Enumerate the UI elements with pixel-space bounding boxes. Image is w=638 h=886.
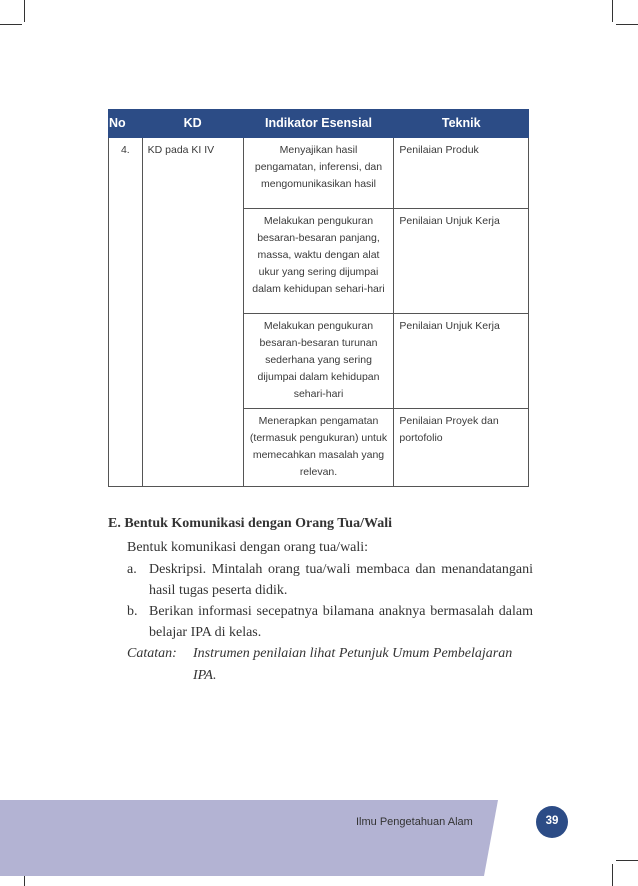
note-label: Catatan:: [127, 646, 177, 661]
header-teknik: Teknik: [394, 110, 529, 138]
footer-book-title: Ilmu Pengetahuan Alam: [356, 816, 473, 828]
teknik-cell: Penilaian Produk: [394, 138, 529, 209]
indikator-cell: Melakukan pengukuran besaran-besaran turunan sederhana yang sering dijumpai dalam kehidupan sehari-hari: [243, 314, 394, 409]
header-kd: KD: [142, 110, 243, 138]
list-item-text: Deskripsi. Mintalah orang tua/wali membaca dan menandatangani hasil tugas peserta didik.: [149, 562, 533, 598]
indikator-cell: Menerapkan pengamatan (termasuk pengukuran) untuk memecahkan masalah yang relevan.: [243, 409, 394, 487]
teknik-cell: Penilaian Unjuk Kerja: [394, 314, 529, 409]
table-row: [109, 138, 529, 209]
list-item-label: a.: [127, 562, 137, 577]
kd-cell: KD pada KI IV: [142, 138, 243, 487]
indikator-cell: Melakukan pengukuran besaran-besaran panjang, massa, waktu dengan alat ukur yang sering dijumpai dalam kehidupan sehari-hari: [243, 209, 394, 314]
list-item-text: Berikan informasi secepatnya bilamana anaknya bermasalah dalam belajar IPA di kelas.: [149, 604, 533, 640]
list-item: [127, 601, 533, 643]
crop-mark: [0, 24, 22, 25]
row-number: 4.: [109, 138, 143, 487]
header-indikator: Indikator Esensial: [243, 110, 394, 138]
note-text: Instrumen penilaian lihat Petunjuk Umum Pembelajaran IPA.: [193, 646, 513, 683]
assessment-table: [108, 109, 529, 487]
table-header-row: [109, 110, 529, 138]
list-item-label: b.: [127, 604, 138, 619]
note: [127, 643, 533, 687]
indikator-cell: Menyajikan hasil pengamatan, inferensi, dan mengomunikasikan hasil: [243, 138, 394, 209]
crop-mark: [612, 0, 613, 22]
crop-mark: [24, 0, 25, 22]
section-title: E. Bentuk Komunikasi dengan Orang Tua/Wali: [108, 516, 392, 531]
teknik-cell: Penilaian Unjuk Kerja: [394, 209, 529, 314]
crop-mark: [616, 24, 638, 25]
communication-section: [108, 514, 533, 687]
page-number: 39: [536, 806, 568, 838]
teknik-cell: Penilaian Proyek dan portofolio: [394, 409, 529, 487]
header-no: No: [109, 110, 143, 138]
list-item: [127, 559, 533, 601]
section-intro: Bentuk komunikasi dengan orang tua/wali:: [127, 540, 369, 555]
